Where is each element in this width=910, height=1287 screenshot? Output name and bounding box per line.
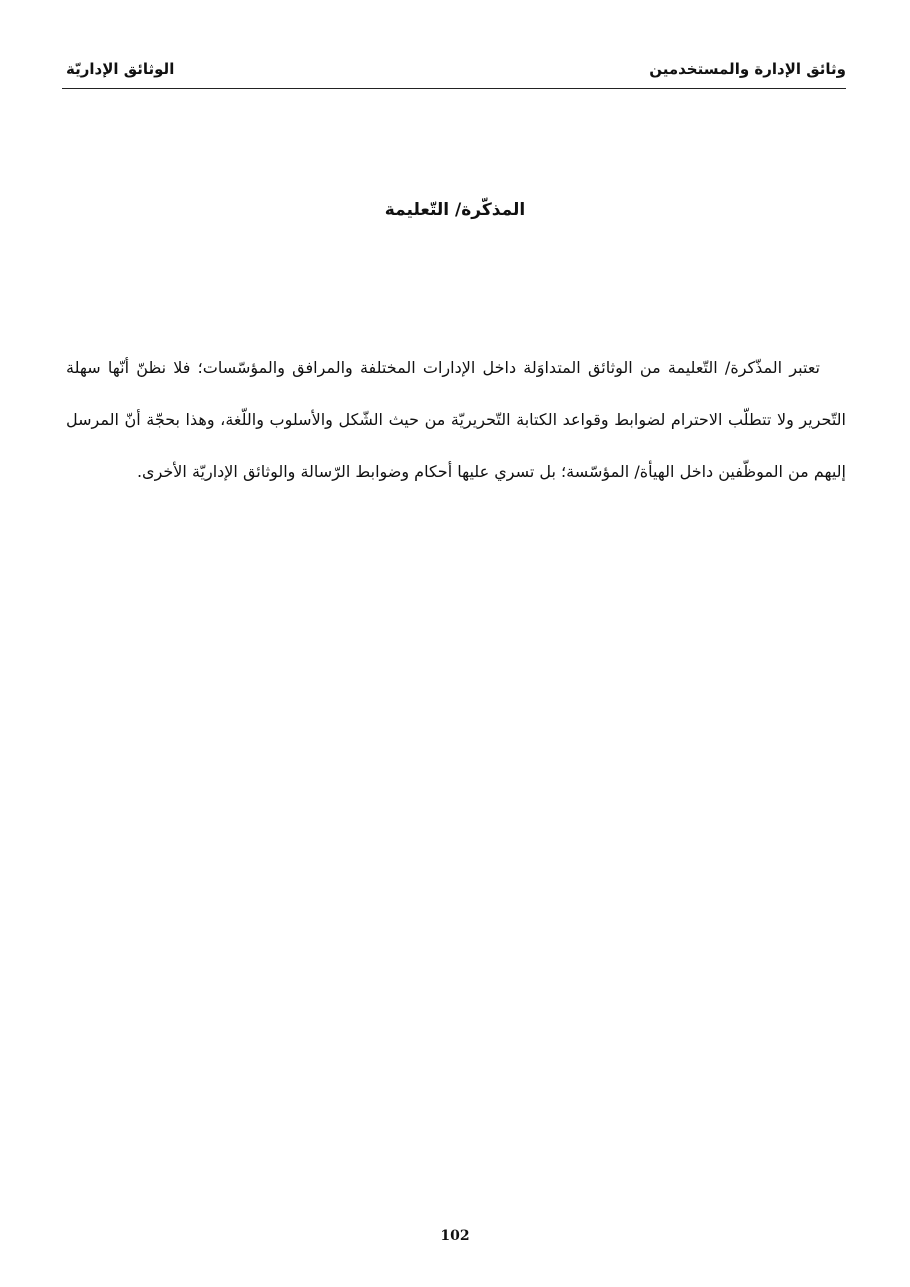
running-header <box>62 54 846 89</box>
body-paragraph <box>66 350 846 506</box>
page-number: 102 <box>440 1228 470 1244</box>
header-chapter-title: وثائق الإدارة والمستخدمين <box>649 60 846 78</box>
header-section-title: الوثائق الإداريّة <box>66 60 175 78</box>
paragraph-line: تعتبر المذّكرة/ التّعليمة من الوثائق المتداوَلة داخل الإدارات المختلفة والمرافق والمؤسّسات؛ فلا نظنّ أنّها سهلة <box>66 358 820 377</box>
paragraph-line: إليهم من الموظّفين داخل الهيأة/ المؤسّسة؛ بل تسري عليها أحكام وضوابط الرّسالة والوثائق الإداريّة الأخرى. <box>136 462 846 481</box>
paragraph-line: التّحرير ولا تتطلّب الاحترام لضوابط وقواعد الكتابة التّحريريّة من حيث الشّكل والأسلوب واللّغة، وهذا بحجّة أنّ المرسل <box>66 410 846 429</box>
section-title: المذكّرة/ التّعليمة <box>384 200 526 220</box>
